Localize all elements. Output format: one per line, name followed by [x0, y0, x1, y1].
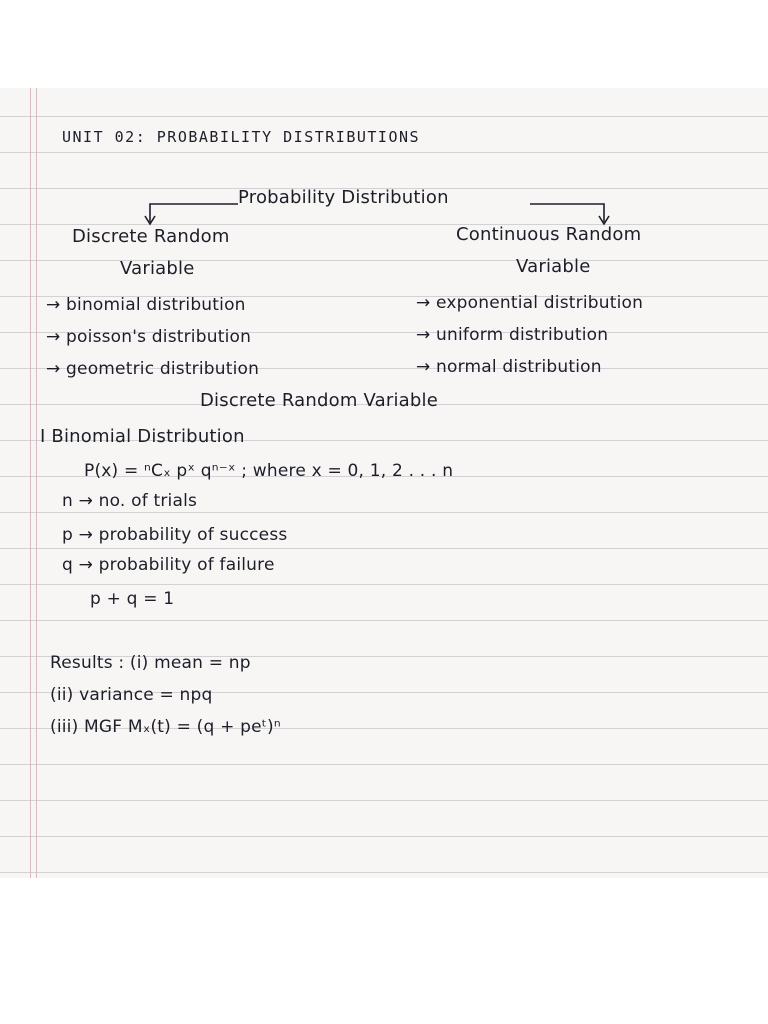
result-line: (iii) MGF Mₓ(t) = (q + peᵗ)ⁿ — [50, 717, 281, 737]
ruled-line — [0, 116, 768, 117]
result-line: Results : (i) mean = np — [50, 653, 251, 673]
discrete-item: → geometric distribution — [46, 359, 260, 379]
identity-line: p + q = 1 — [90, 589, 175, 609]
ruled-line — [0, 260, 768, 261]
page-title: UNIT 02: PROBABILITY DISTRIBUTIONS — [62, 128, 421, 146]
definition-line: p → probability of success — [62, 525, 288, 545]
continuous-item: → exponential distribution — [416, 293, 644, 313]
ruled-line — [0, 872, 768, 873]
notebook-page — [0, 88, 768, 878]
ruled-line — [0, 224, 768, 225]
definition-line: n → no. of trials — [62, 491, 198, 511]
discrete-item: → binomial distribution — [46, 295, 246, 315]
ruled-line — [0, 620, 768, 621]
ruled-line — [0, 152, 768, 153]
ruled-line — [0, 584, 768, 585]
discrete-heading-line2: Variable — [120, 258, 195, 279]
ruled-line — [0, 548, 768, 549]
overview-heading: Probability Distribution — [238, 187, 449, 208]
continuous-item: → uniform distribution — [416, 325, 609, 345]
continuous-heading-line1: Continuous Random — [456, 224, 642, 245]
ruled-line — [0, 836, 768, 837]
continuous-heading-line2: Variable — [516, 256, 591, 277]
ruled-line — [0, 512, 768, 513]
binomial-formula: P(x) = ⁿCₓ pˣ qⁿ⁻ˣ ; where x = 0, 1, 2 . . . n — [84, 461, 454, 481]
discrete-item: → poisson's distribution — [46, 327, 252, 347]
ruled-line — [0, 764, 768, 765]
margin-line — [30, 88, 31, 878]
definition-line: q → probability of failure — [62, 555, 275, 575]
left-branch-arrow-icon — [140, 192, 240, 228]
right-branch-arrow-icon — [528, 192, 618, 228]
continuous-item: → normal distribution — [416, 357, 602, 377]
discrete-heading-line1: Discrete Random — [72, 226, 230, 247]
subsection-heading: I Binomial Distribution — [40, 426, 245, 447]
section-heading: Discrete Random Variable — [200, 390, 438, 411]
margin-line — [36, 88, 37, 878]
ruled-line — [0, 800, 768, 801]
result-line: (ii) variance = npq — [50, 685, 213, 705]
